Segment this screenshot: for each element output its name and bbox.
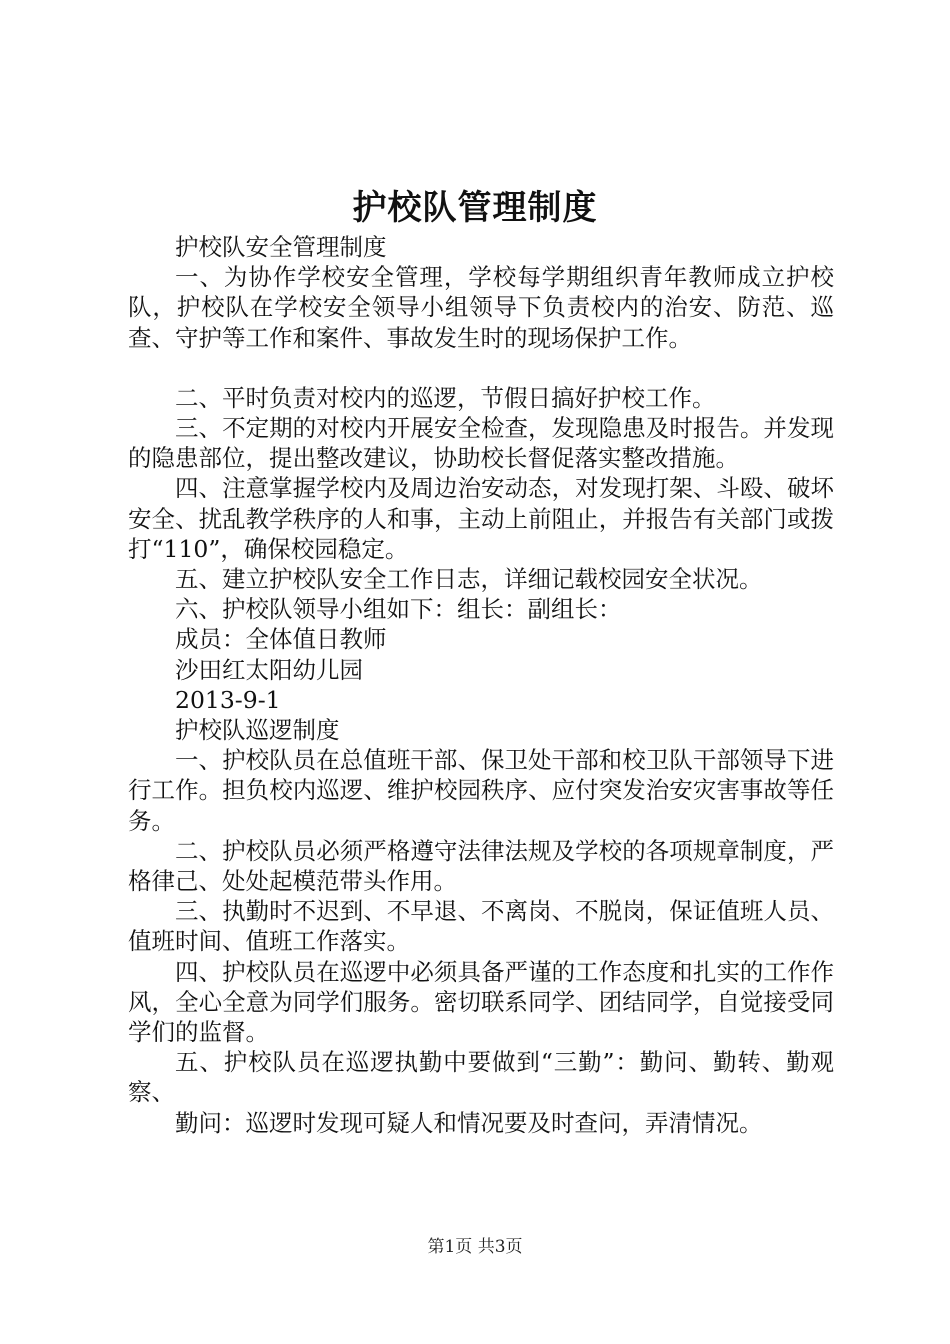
document-body	[128, 232, 834, 1138]
paragraph: 五、建立护校队安全工作日志，详细记载校园安全状况。	[175, 565, 763, 594]
paragraph-gap	[128, 353, 834, 383]
paragraph: 三、不定期的对校内开展安全检查，发现隐患及时报告。并发现的隐患部位，提出整改建议，协助校长督促落实整改措施。	[128, 414, 834, 473]
paragraph: 一、为协作学校安全管理，学校每学期组织青年教师成立护校队，护校队在学校安全领导小组领导下负责校内的治安、防范、巡查、守护等工作和案件、事故发生时的现场保护工作。	[128, 263, 834, 352]
paragraph: 五、护校队员在巡逻执勤中要做到“三勤”：勤问、勤转、勤观察、	[128, 1048, 834, 1107]
paragraph: 成员：全体值日教师	[175, 625, 387, 654]
paragraph: 二、平时负责对校内的巡逻，节假日搞好护校工作。	[175, 383, 716, 412]
section-heading: 护校队巡逻制度	[175, 716, 340, 745]
page-footer: 第1页 共3页	[427, 1237, 523, 1257]
paragraph: 四、注意掌握学校内及周边治安动态，对发现打架、斗殴、破坏安全、扰乱教学秩序的人和事，主动上前阻止，并报告有关部门或拨打“110”，确保校园稳定。	[128, 474, 834, 563]
document-date: 2013-9-1	[175, 685, 281, 714]
organization-name: 沙田红太阳幼儿园	[175, 655, 363, 684]
section-heading: 护校队安全管理制度	[175, 233, 387, 261]
paragraph: 一、护校队员在总值班干部、保卫处干部和校卫队干部领导下进行工作。担负校内巡逻、维护校园秩序、应付突发治安灾害事故等任务。	[128, 746, 834, 835]
paragraph: 二、护校队员必须严格遵守法律法规及学校的各项规章制度，严格律己、处处起模范带头作用。	[128, 836, 834, 896]
document-title: 护校队管理制度	[352, 188, 598, 228]
paragraph: 三、执勤时不迟到、不早退、不离岗、不脱岗，保证值班人员、值班时间、值班工作落实。	[128, 897, 834, 956]
paragraph: 勤问：巡逻时发现可疑人和情况要及时查问，弄清情况。	[175, 1108, 763, 1137]
paragraph: 四、护校队员在巡逻中必须具备严谨的工作态度和扎实的工作作风，全心全意为同学们服务。密切联系同学、团结同学，自觉接受同学们的监督。	[128, 957, 834, 1047]
paragraph: 六、护校队领导小组如下：组长：副组长：	[175, 595, 622, 624]
